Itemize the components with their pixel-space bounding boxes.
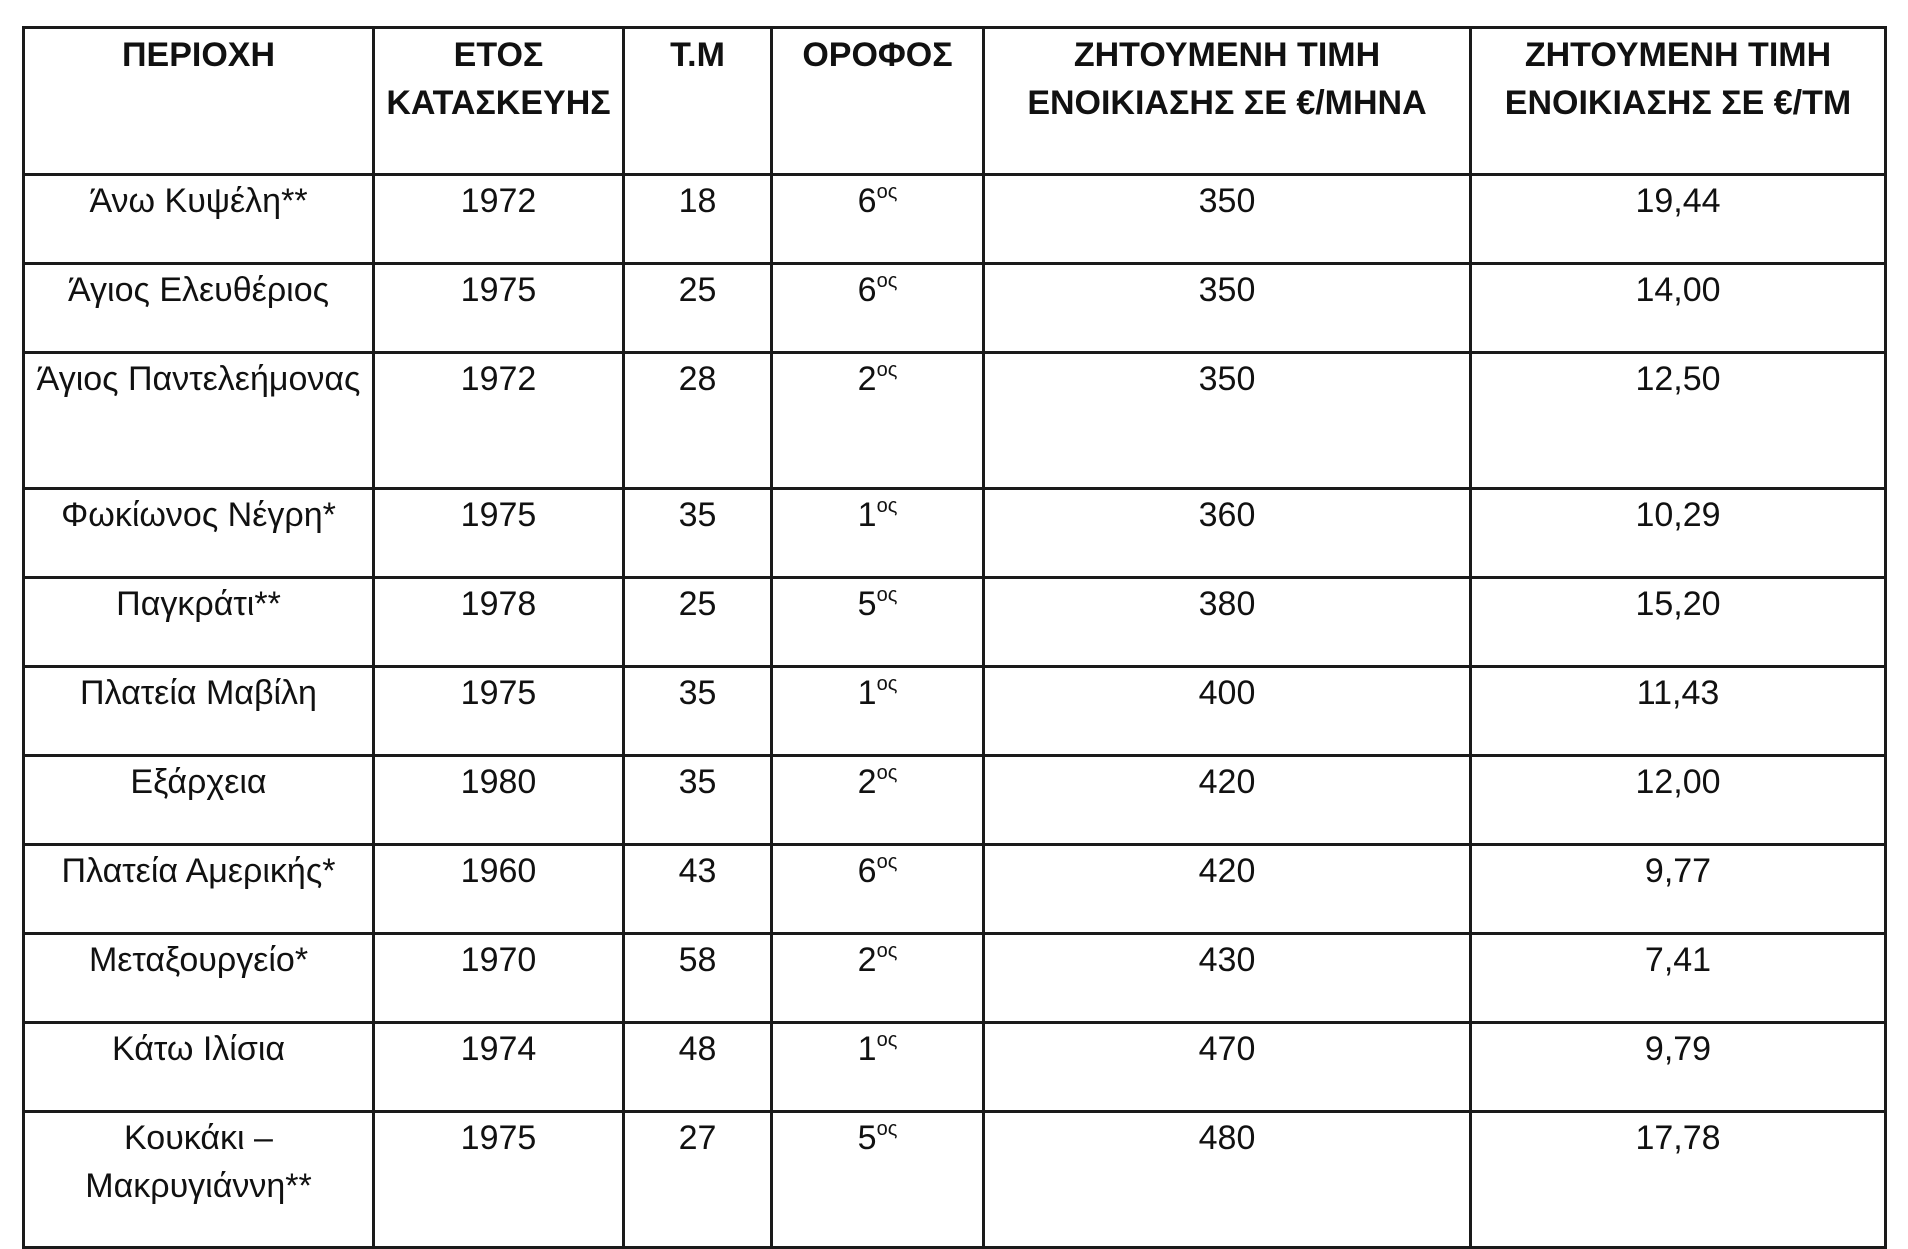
year-cell: 1975 <box>374 264 624 353</box>
area-cell: Άγιος Ελευθέριος <box>24 264 374 353</box>
floor-number: 2 <box>857 360 877 398</box>
year-cell: 1974 <box>374 1023 624 1112</box>
header-construction-year: ΕΤΟΣ ΚΑΤΑΣΚΕΥΗΣ <box>374 28 624 175</box>
floor-cell <box>772 578 984 667</box>
floor-number: 1 <box>857 1030 877 1068</box>
header-area: ΠΕΡΙΟΧΗ <box>24 28 374 175</box>
floor-number: 1 <box>857 496 877 534</box>
floor-cell <box>772 353 984 489</box>
price-month-cell: 380 <box>984 578 1471 667</box>
floor-number: 6 <box>857 271 877 309</box>
area-cell: Εξάρχεια <box>24 756 374 845</box>
floor-cell <box>772 1112 984 1248</box>
area-cell: Πλατεία Μαβίλη <box>24 667 374 756</box>
floor-ordinal-suffix: ος <box>876 762 898 784</box>
floor-ordinal-suffix: ος <box>876 270 898 292</box>
price-sqm-cell: 15,20 <box>1471 578 1886 667</box>
floor-ordinal-suffix: ος <box>876 940 898 962</box>
area-cell: Παγκράτι** <box>24 578 374 667</box>
floor-ordinal-suffix: ος <box>876 495 898 517</box>
table-row <box>24 1023 1886 1112</box>
sqm-cell: 48 <box>624 1023 772 1112</box>
price-sqm-cell: 19,44 <box>1471 175 1886 264</box>
year-cell: 1980 <box>374 756 624 845</box>
price-month-cell: 400 <box>984 667 1471 756</box>
price-sqm-cell: 12,00 <box>1471 756 1886 845</box>
price-month-cell: 420 <box>984 756 1471 845</box>
table-row <box>24 578 1886 667</box>
area-cell: Άγιος Παντελεήμονας <box>24 353 374 489</box>
sqm-cell: 43 <box>624 845 772 934</box>
floor-number: 2 <box>857 941 877 979</box>
area-cell: Κουκάκι – Μακρυγιάννη** <box>24 1112 374 1248</box>
area-cell: Πλατεία Αμερικής* <box>24 845 374 934</box>
table-row <box>24 489 1886 578</box>
price-sqm-cell: 12,50 <box>1471 353 1886 489</box>
price-month-cell: 430 <box>984 934 1471 1023</box>
sqm-cell: 28 <box>624 353 772 489</box>
floor-cell <box>772 934 984 1023</box>
price-sqm-cell: 9,79 <box>1471 1023 1886 1112</box>
year-cell: 1960 <box>374 845 624 934</box>
year-cell: 1975 <box>374 1112 624 1248</box>
header-floor: ΟΡΟΦΟΣ <box>772 28 984 175</box>
year-cell: 1970 <box>374 934 624 1023</box>
table-row <box>24 1112 1886 1248</box>
table-row <box>24 756 1886 845</box>
sqm-cell: 27 <box>624 1112 772 1248</box>
price-month-cell: 480 <box>984 1112 1471 1248</box>
price-sqm-cell: 11,43 <box>1471 667 1886 756</box>
price-month-cell: 360 <box>984 489 1471 578</box>
floor-ordinal-suffix: ος <box>876 1029 898 1051</box>
sqm-cell: 25 <box>624 578 772 667</box>
header-row <box>24 28 1886 175</box>
floor-cell <box>772 175 984 264</box>
price-sqm-cell: 7,41 <box>1471 934 1886 1023</box>
table-row <box>24 845 1886 934</box>
floor-ordinal-suffix: ος <box>876 584 898 606</box>
price-sqm-cell: 14,00 <box>1471 264 1886 353</box>
floor-ordinal-suffix: ος <box>876 359 898 381</box>
floor-cell <box>772 264 984 353</box>
sqm-cell: 18 <box>624 175 772 264</box>
floor-ordinal-suffix: ος <box>876 1118 898 1140</box>
table-row <box>24 353 1886 489</box>
price-month-cell: 350 <box>984 264 1471 353</box>
year-cell: 1975 <box>374 667 624 756</box>
floor-number: 1 <box>857 674 877 712</box>
year-cell: 1975 <box>374 489 624 578</box>
area-cell: Μεταξουργείο* <box>24 934 374 1023</box>
price-month-cell: 420 <box>984 845 1471 934</box>
floor-cell <box>772 667 984 756</box>
year-cell: 1972 <box>374 175 624 264</box>
area-cell: Φωκίωνος Νέγρη* <box>24 489 374 578</box>
floor-number: 6 <box>857 182 877 220</box>
sqm-cell: 35 <box>624 667 772 756</box>
area-cell: Άνω Κυψέλη** <box>24 175 374 264</box>
price-sqm-cell: 10,29 <box>1471 489 1886 578</box>
area-cell: Κάτω Ιλίσια <box>24 1023 374 1112</box>
floor-number: 2 <box>857 763 877 801</box>
table-row <box>24 667 1886 756</box>
floor-ordinal-suffix: ος <box>876 181 898 203</box>
price-sqm-cell: 17,78 <box>1471 1112 1886 1248</box>
table-row <box>24 934 1886 1023</box>
sqm-cell: 35 <box>624 756 772 845</box>
table-body <box>24 175 1886 1248</box>
floor-number: 6 <box>857 852 877 890</box>
floor-cell <box>772 1023 984 1112</box>
rental-prices-table <box>22 26 1887 1249</box>
table-row <box>24 175 1886 264</box>
floor-ordinal-suffix: ος <box>876 851 898 873</box>
price-month-cell: 350 <box>984 353 1471 489</box>
price-month-cell: 470 <box>984 1023 1471 1112</box>
table-row <box>24 264 1886 353</box>
table-header <box>24 28 1886 175</box>
header-square-meters: Τ.Μ <box>624 28 772 175</box>
floor-cell <box>772 489 984 578</box>
floor-cell <box>772 845 984 934</box>
floor-cell <box>772 756 984 845</box>
header-price-per-sqm: ΖΗΤΟΥΜΕΝΗ ΤΙΜΗ ΕΝΟΙΚΙΑΣΗΣ ΣΕ €/ΤΜ <box>1471 28 1886 175</box>
year-cell: 1978 <box>374 578 624 667</box>
floor-number: 5 <box>857 585 877 623</box>
sqm-cell: 58 <box>624 934 772 1023</box>
sqm-cell: 35 <box>624 489 772 578</box>
price-sqm-cell: 9,77 <box>1471 845 1886 934</box>
header-price-per-month: ΖΗΤΟΥΜΕΝΗ ΤΙΜΗ ΕΝΟΙΚΙΑΣΗΣ ΣΕ €/ΜΗΝΑ <box>984 28 1471 175</box>
price-month-cell: 350 <box>984 175 1471 264</box>
floor-ordinal-suffix: ος <box>876 673 898 695</box>
year-cell: 1972 <box>374 353 624 489</box>
sqm-cell: 25 <box>624 264 772 353</box>
floor-number: 5 <box>857 1119 877 1157</box>
